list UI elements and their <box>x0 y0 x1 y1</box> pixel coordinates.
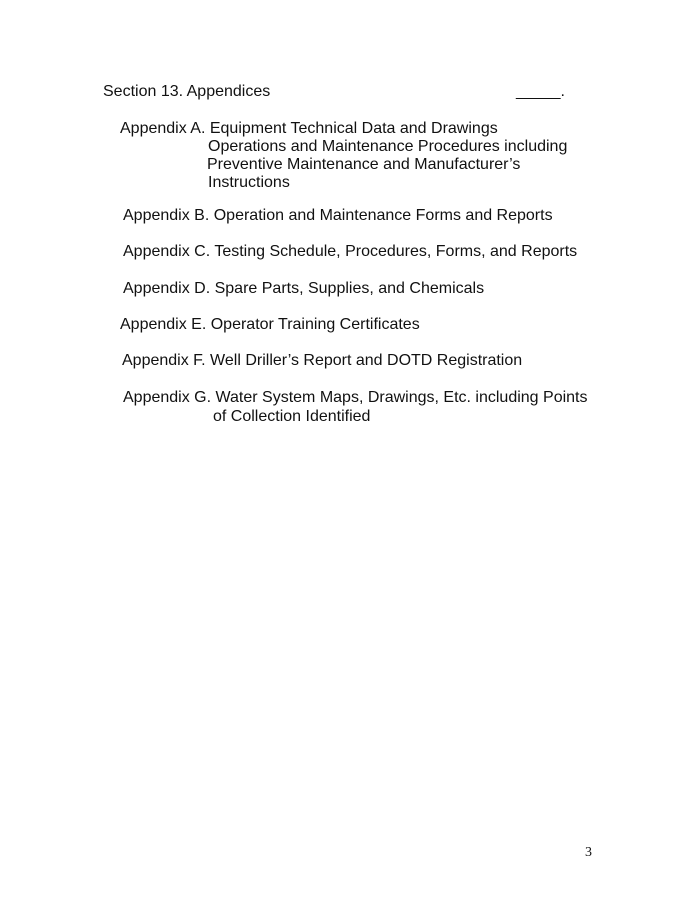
appendix-c: Appendix C. Testing Schedule, Procedures, Forms, and Reports <box>123 243 578 260</box>
appendix-a-line-4: Instructions <box>208 174 290 191</box>
appendix-a-line-2: Operations and Maintenance Procedures including <box>208 138 568 155</box>
appendix-f: Appendix F. Well Driller’s Report and DOTD Registration <box>122 352 523 369</box>
section-page-marker: _____. <box>516 83 565 100</box>
appendix-g-line-2: of Collection Identified <box>213 408 371 425</box>
section-title: Section 13. Appendices <box>103 83 271 100</box>
appendix-a-line-1: Appendix A. Equipment Technical Data and Drawings <box>120 120 498 137</box>
appendix-e: Appendix E. Operator Training Certificates <box>120 316 420 333</box>
page-number: 3 <box>585 845 592 860</box>
appendix-b: Appendix B. Operation and Maintenance Forms and Reports <box>123 207 553 224</box>
appendix-g-line-1: Appendix G. Water System Maps, Drawings, Etc. including Points <box>123 389 588 406</box>
appendix-d: Appendix D. Spare Parts, Supplies, and Chemicals <box>123 280 485 297</box>
appendix-a-line-3: Preventive Maintenance and Manufacturer’s <box>207 156 521 173</box>
